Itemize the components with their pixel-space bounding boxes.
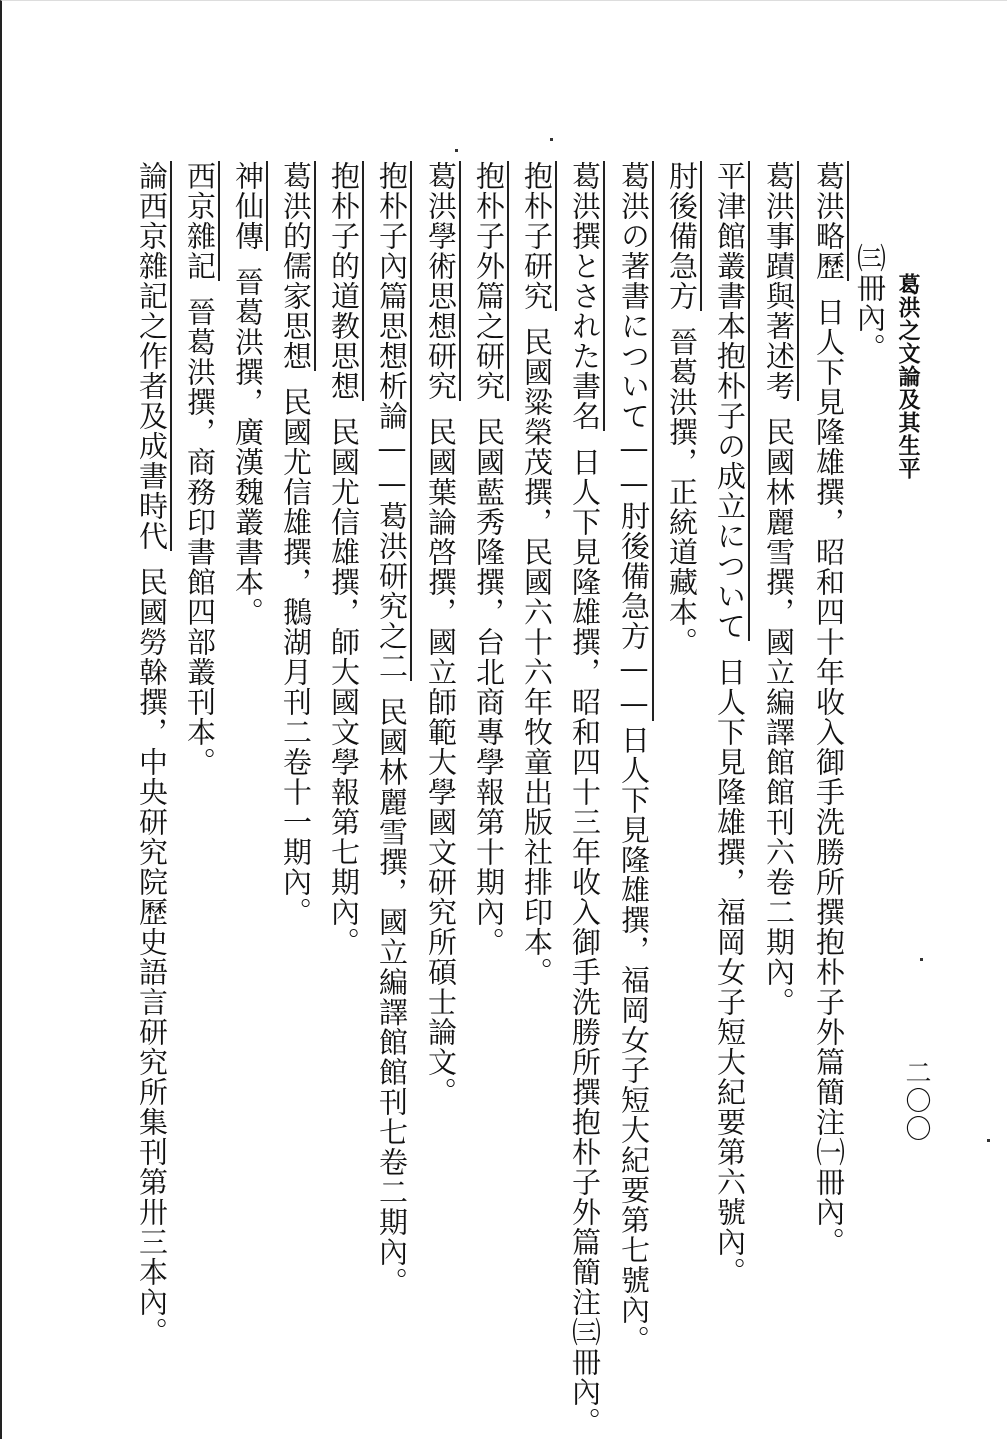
- entry-author: 民國葉論啓撰，: [424, 417, 458, 627]
- bibliography-entry: [814, 161, 844, 1257]
- bibliography-entry: [377, 161, 407, 1297]
- entry-title: 抱朴子研究: [520, 161, 557, 311]
- bibliography-entry: [329, 161, 359, 957]
- entry-title: 葛洪事蹟與著述考: [762, 161, 799, 401]
- entry-publication: 昭和四十年收入御手洗勝所撰抱朴子外篇簡注㈠冊內。: [812, 537, 846, 1257]
- bibliography-entry: [764, 161, 794, 1017]
- bibliography-entry: [522, 161, 552, 987]
- bibliography-entry: [619, 161, 649, 1355]
- entry-author: 晉葛洪撰，: [183, 297, 217, 447]
- entry-title: 葛洪撰とされた書名: [568, 161, 605, 431]
- entry-author: 民國尤信雄撰，: [327, 417, 361, 627]
- entry-publication: 昭和四十三年收入御手洗勝所撰抱朴子外篇簡注㈢冊內。: [568, 687, 602, 1437]
- bibliography-entry: [474, 161, 504, 957]
- entry-title: 論西京雜記之作者及成書時代: [135, 161, 172, 551]
- entry-publication: 台北商專學報第十期內。: [472, 627, 506, 957]
- entry-title: 葛洪的儒家思想: [279, 161, 316, 371]
- entry-author: 晉葛洪撰，: [231, 267, 265, 417]
- entry-publication: 商務印書館四部叢刊本。: [183, 447, 217, 777]
- entry-author: 民國尤信雄撰，: [279, 387, 313, 597]
- entry-publication: 福岡女子短大紀要第六號內。: [713, 897, 747, 1287]
- entry-author: 日人下見隆雄撰，: [617, 725, 651, 965]
- entry-publication: 鵝湖月刊二卷十一期內。: [279, 597, 313, 927]
- entry-publication: 師大國文學報第七期內。: [327, 627, 361, 957]
- entry-title: 抱朴子內篇思想析論——葛洪研究之二: [375, 161, 412, 681]
- entry-author: 日人下見隆雄撰，: [568, 447, 602, 687]
- entry-author: 民國藍秀隆撰，: [472, 417, 506, 627]
- continuation-text: ㈢冊內。: [853, 243, 887, 363]
- entry-publication: 國立師範大學國文研究所碩士論文。: [424, 627, 458, 1107]
- entry-title: 神仙傳: [231, 161, 268, 251]
- entry-title: 抱朴子的道教思想: [327, 161, 364, 401]
- entry-author: 民國林麗雪撰，: [762, 417, 796, 627]
- entry-author: 民國勞榦撰，: [135, 567, 169, 747]
- bibliography-entry: [233, 161, 263, 627]
- entry-title: 肘後備急方: [665, 161, 702, 311]
- bibliography-entry: [137, 161, 167, 1347]
- bibliography-entry: [715, 161, 745, 1287]
- entry-title: 葛洪學術思想研究: [424, 161, 461, 401]
- page-number: 二〇〇: [901, 1059, 931, 1143]
- entry-title: 平津館叢書本抱朴子の成立について: [713, 161, 750, 641]
- running-header-title: 葛洪之文論及其生平: [895, 273, 920, 480]
- scan-speck: [920, 958, 923, 961]
- entry-title: 西京雜記: [183, 161, 220, 281]
- bibliography-entry: [281, 161, 311, 927]
- scan-speck: [550, 138, 553, 141]
- entry-author: 日人下見隆雄撰，: [713, 657, 747, 897]
- entry-title: 葛洪略歷: [812, 161, 849, 281]
- scan-speck: [455, 149, 458, 152]
- entry-title: 葛洪の著書について——肘後備急方——: [617, 161, 654, 721]
- bibliography-entry: [426, 161, 456, 1107]
- entry-author: 民國粱榮茂撰，: [520, 327, 554, 537]
- bibliography-entry: [667, 161, 697, 657]
- entry-author: 日人下見隆雄撰，: [812, 297, 846, 537]
- entry-title: 抱朴子外篇之研究: [472, 161, 509, 401]
- bibliography-entry: [570, 161, 600, 1437]
- entry-author: 晉葛洪撰，: [665, 327, 699, 477]
- entry-publication: 中央研究院歷史語言研究所集刊第卅三本內。: [135, 747, 169, 1347]
- entry-publication: 正統道藏本。: [665, 477, 699, 657]
- entry-publication: 國立編譯館館刊六卷二期內。: [762, 627, 796, 1017]
- entry-publication: 國立編譯館館刊七卷二期內。: [375, 907, 409, 1297]
- scan-speck: [987, 1139, 990, 1142]
- entry-author: 民國林麗雪撰，: [375, 697, 409, 907]
- entry-publication: 廣漢魏叢書本。: [231, 417, 265, 627]
- entry-publication: 民國六十六年牧童出版社排印本。: [520, 537, 554, 987]
- entry-publication: 福岡女子短大紀要第七號內。: [617, 965, 651, 1355]
- bibliography-entry: [185, 161, 215, 777]
